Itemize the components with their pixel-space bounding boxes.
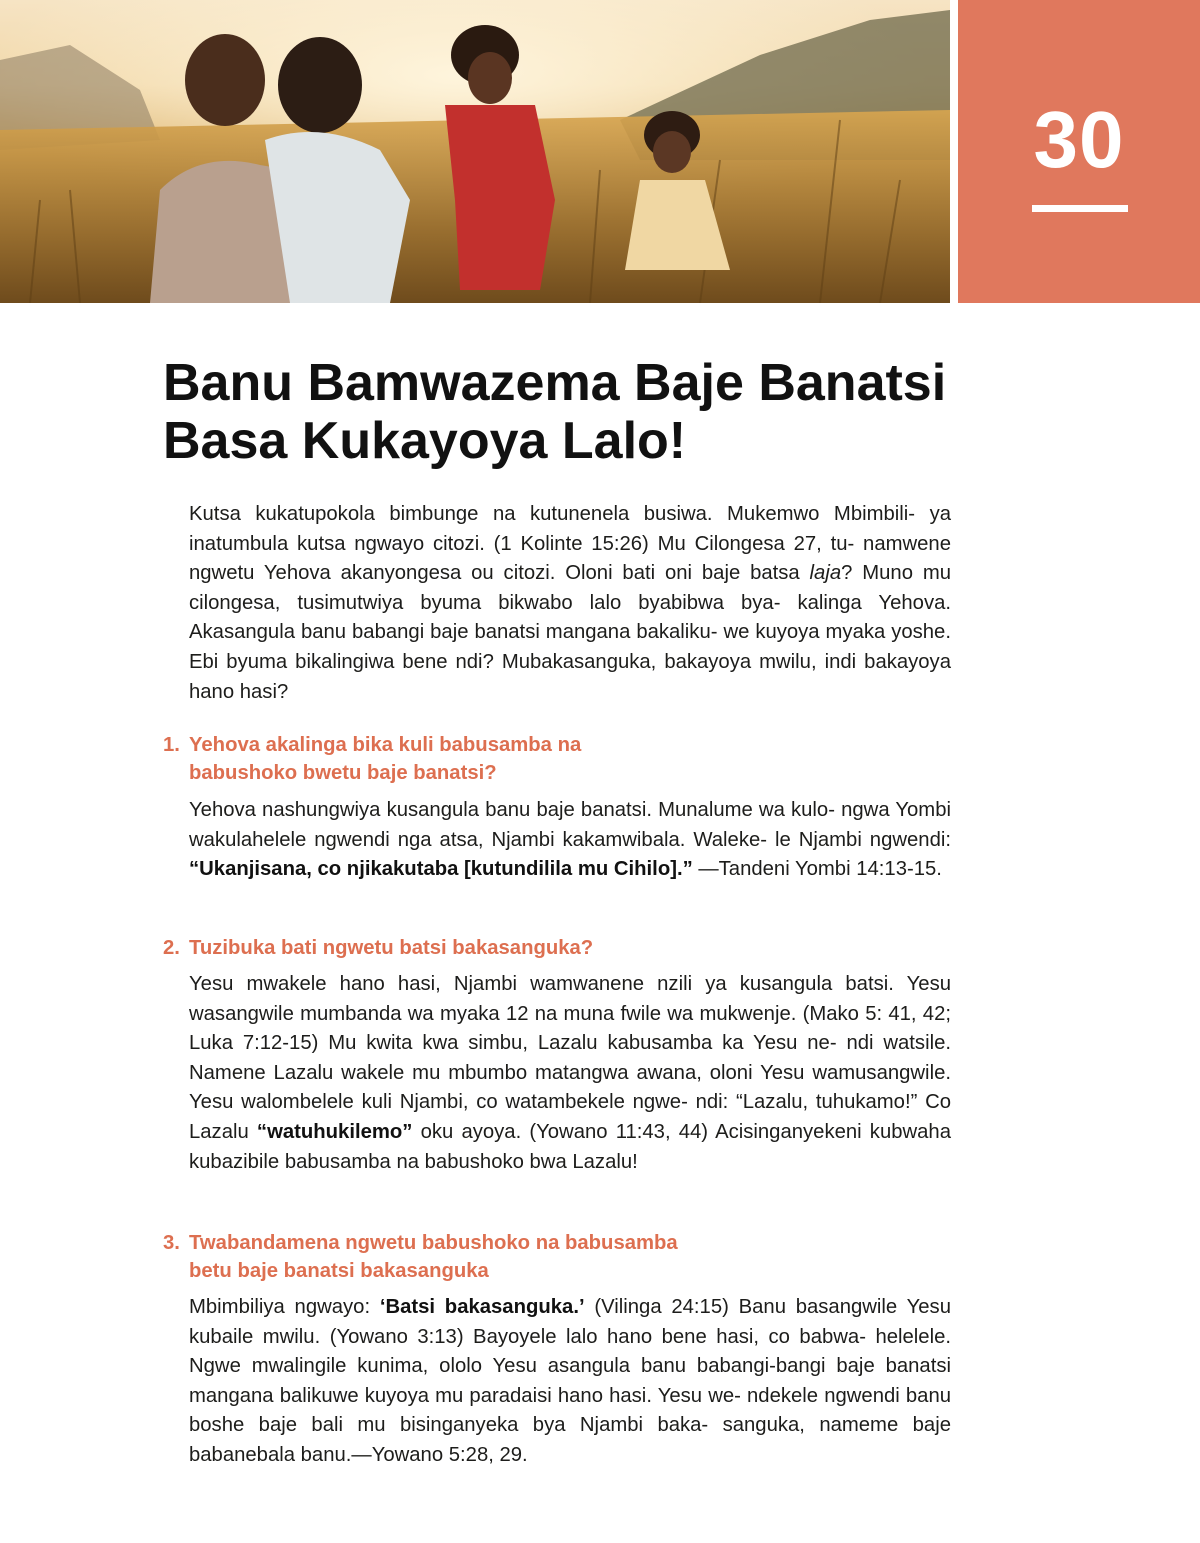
paragraph-line: Yesu kubaile mwilu. (Yowano 3:13) Bayoyele lalo hano bene hasi, co babwa- (189, 1296, 951, 1348)
family-meadow-illustration (0, 0, 950, 303)
paragraph-line: Yesu wamusangwile. Yesu walombelele kuli Njambi, co watambekele ngwe- (189, 1061, 951, 1114)
question-number: 1. (163, 734, 180, 756)
paragraph-line: bwa Lazalu! (529, 1150, 638, 1173)
question-2-heading (163, 934, 963, 962)
scripture-quote: “Ukanjisana, co njikakutaba [kutundilila mu Cihilo].” (189, 858, 693, 881)
paragraph-line: wasangwile mumbanda wa myaka 12 na muna fwile wa mukwenje. (Mako 5: (189, 1002, 883, 1025)
intro-italic-word: laja (809, 562, 842, 585)
intro-line: ? Muno mu cilongesa, tusimutwiya byuma bikwabo lalo byabibwa bya- (189, 562, 952, 614)
section-2-paragraph (189, 970, 951, 1177)
lesson-number-underline (1032, 205, 1128, 212)
title-line-2: Basa Kukayoya Lalo! (163, 412, 687, 470)
scripture-quote: “watuhukilemo” (256, 1120, 413, 1143)
intro-line: we kuyoya myaka yoshe. Ebi byuma bikalingiwa bene ndi? Mubakasanguka, (189, 621, 951, 673)
question-number: 2. (163, 937, 180, 959)
hero-photo (0, 0, 950, 303)
section-1-paragraph (189, 796, 951, 885)
question-text: Twabandamena ngwetu babushoko na babusamba (189, 1232, 678, 1254)
paragraph-line: ndi: “Lazalu, tuhukamo!” Co Lazalu (189, 1091, 951, 1143)
question-text: Yehova akalinga bika kuli babusamba na (189, 734, 582, 756)
intro-paragraph (189, 500, 951, 707)
paragraph-line: baje banatsi mangana balikuwe kuyoya mu paradaisi hano hasi. Yesu we- (189, 1355, 951, 1407)
intro-line: namwene ngwetu Yehova akanyongesa ou citozi. Oloni bati oni baje batsa (189, 532, 951, 585)
intro-line: kalinga Yehova. Akasangula banu babangi baje banatsi mangana bakaliku- (189, 591, 951, 644)
paragraph-line: Yesu mwakele hano hasi, Njambi wamwanene nzili ya kusangula batsi. Yesu (189, 973, 951, 995)
section-3-paragraph (189, 1293, 951, 1471)
scripture-reference: —Tandeni Yombi 14:13-15. (698, 858, 942, 881)
question-3-heading (163, 1229, 963, 1285)
paragraph-line: Mbimbiliya ngwayo: (189, 1296, 380, 1318)
paragraph-line: (Vilinga 24:15) Banu basangwile (584, 1296, 898, 1318)
title-line-1: Banu Bamwazema Baje Banatsi (163, 354, 947, 412)
question-1-heading (163, 731, 963, 787)
paragraph-line: Yehova nashungwiya kusangula banu baje banatsi. Munalume wa kulo- (189, 799, 835, 821)
paragraph-line: 41, 42; Luka 7:12-15) Mu kwita kwa simbu, Lazalu kabusamba ka Yesu ne- (189, 1002, 951, 1055)
scripture-quote: ‘Batsi bakasanguka.’ (379, 1296, 585, 1318)
question-text: betu baje banatsi bakasanguka (189, 1260, 489, 1282)
paragraph-line: ngwa Yombi wakulahelele ngwendi nga atsa, Njambi kakamwibala. Waleke- (189, 799, 951, 851)
question-text: Tuzibuka bati ngwetu batsi bakasanguka? (189, 937, 594, 959)
paragraph-line: ndekele ngwendi banu boshe baje bali mu bisinganyeka bya Njambi baka- (189, 1384, 951, 1437)
intro-line: bakayoya mwilu, indi bakayoya hano hasi? (189, 650, 951, 703)
lesson-number-badge (958, 0, 1200, 303)
paragraph-line: helelele. Ngwe mwalingile kunima, ololo Yesu asangula banu babangi-bangi (189, 1325, 951, 1378)
question-text: babushoko bwetu baje banatsi? (189, 762, 497, 784)
paragraph-line: le Njambi ngwendi: (774, 828, 951, 851)
page-title (163, 354, 1043, 470)
intro-line: ya inatumbula kutsa ngwayo citozi. (1 Kolinte 15:26) Mu Cilongesa 27, tu- (189, 503, 951, 555)
question-number: 3. (163, 1232, 180, 1254)
paragraph-line: ndi watsile. Namene Lazalu wakele mu mbumbo matangwa awana, oloni (189, 1032, 951, 1084)
lesson-number: 30 (1033, 95, 1125, 184)
intro-line: Kutsa kukatupokola bimbunge na kutunenela busiwa. Mukemwo Mbimbili- (189, 503, 916, 525)
paragraph-line: 11:43, 44) Acisinganyekeni kubwaha kubazibile babusamba na babushoko (189, 1120, 951, 1173)
paragraph-line: oku ayoya. (Yowano (412, 1120, 608, 1143)
paragraph-line: sanguka, nameme baje babanebala banu.—Yowano 5:28, 29. (189, 1414, 951, 1466)
